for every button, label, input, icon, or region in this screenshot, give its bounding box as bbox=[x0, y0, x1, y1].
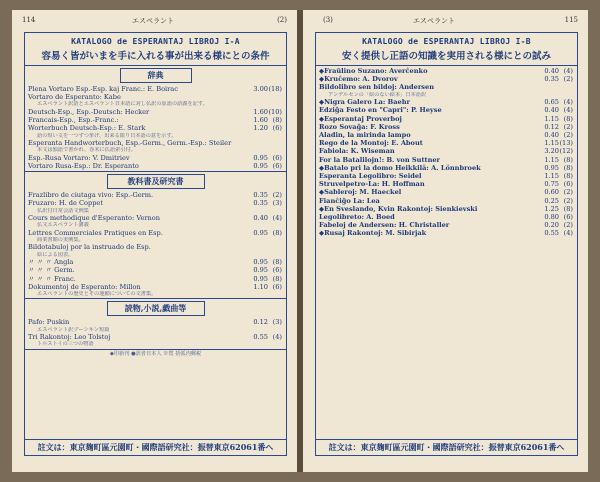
entry-postage: (6) bbox=[272, 266, 282, 275]
catalog-entry bbox=[316, 115, 577, 123]
entry-title: Fianĉiĝo La: Lea bbox=[319, 196, 380, 205]
entry-postage: (2) bbox=[272, 191, 282, 200]
divider bbox=[25, 298, 286, 299]
entry-price: 0.65 bbox=[544, 98, 559, 107]
entry-title: ◆Sableroj: M. Haeckel bbox=[319, 188, 402, 197]
entry-postage: (4) bbox=[272, 214, 282, 223]
order-line: 註文は：東京麹町區元園町・國際語研究社：振替東京62061番へ bbox=[316, 439, 577, 455]
entry-postage: (2) bbox=[563, 130, 573, 139]
entry-price: 0.35 bbox=[253, 191, 268, 200]
entry-note: エスペラントの歴史とその運動についての文書集。 bbox=[37, 290, 157, 297]
running-title: エスペラント bbox=[132, 17, 174, 25]
entry-title: Plena Vortaro Esp.-Esp. kaj Franc.: E. Boirac bbox=[28, 85, 178, 93]
order-line: 註文は：東京麹町區元園町・國際語研究社：振替東京62061番へ bbox=[25, 439, 286, 455]
entry-postage: (8) bbox=[272, 228, 282, 237]
entry-note: エスペラント訳プーシキン短篇 bbox=[37, 326, 110, 333]
catalog-title: KATALOGO de ESPERANTAJ LIBROJ I-A bbox=[71, 37, 240, 46]
section-header: 辞典 bbox=[120, 68, 192, 83]
entry-title: ◆Batalo pri la domo Heikkilä: A. Lönnbroek bbox=[319, 163, 481, 172]
entry-title: Worterbuch Deutsch-Esp.: E. Stark bbox=[28, 124, 146, 133]
catalog-entry bbox=[25, 108, 286, 116]
catalog-entry bbox=[25, 85, 286, 93]
entry-postage: (8) bbox=[272, 258, 282, 267]
entry-postage: (3) bbox=[272, 199, 282, 208]
entry-title: Legolibreto: A. Boed bbox=[319, 212, 395, 221]
catalog-subtitle: 容易く皆がいまを手に入れる事が出来る様にとの条件 bbox=[41, 51, 270, 62]
catalog-entry bbox=[316, 75, 577, 83]
entry-note: アンデルセンの「絵のない絵本」日本語訳 bbox=[328, 91, 427, 98]
entry-title: Edziĝa Festo en "Capri": P. Heyse bbox=[319, 106, 442, 115]
catalog-entry bbox=[25, 124, 286, 132]
entry-postage: (8) bbox=[563, 204, 573, 213]
entry-price: 0.95 bbox=[253, 228, 268, 237]
entry-postage: (6) bbox=[272, 124, 282, 133]
entry-price: 1.15 bbox=[544, 139, 559, 148]
entry-postage: (2) bbox=[563, 75, 573, 84]
entry-price: 0.35 bbox=[253, 199, 268, 208]
entry-price: 1.60 bbox=[253, 116, 268, 125]
catalog-entry bbox=[316, 139, 577, 147]
entry-note: 商業書簡の実例集。 bbox=[37, 236, 84, 243]
entry-title: Pafo: Puskin bbox=[28, 318, 70, 327]
entry-postage: (12) bbox=[559, 147, 573, 156]
catalog-title: KATALOGO de ESPERANTAJ LIBROJ I-B bbox=[362, 37, 531, 46]
entry-title: Vortaro de Esperanto: Kabe bbox=[28, 93, 121, 102]
entry-postage: (6) bbox=[272, 153, 282, 162]
entry-price: 0.40 bbox=[544, 130, 559, 139]
entry-postage: (18) bbox=[268, 85, 282, 93]
catalog-entry bbox=[25, 191, 286, 199]
entry-postage: (4) bbox=[272, 333, 282, 342]
running-title: エスペラント bbox=[413, 17, 455, 25]
entry-price: 0.95 bbox=[544, 163, 559, 172]
entry-title: Esperanta Handworterbuch, Esp.-Germ., Germ.-Esp.: Steiler bbox=[28, 139, 232, 148]
catalog-entry bbox=[316, 213, 577, 221]
entry-postage: (13) bbox=[559, 139, 573, 148]
catalog-entry bbox=[25, 243, 286, 251]
entry-title: ◆Nigra Galero La: Baehr bbox=[319, 98, 410, 107]
catalog-entry bbox=[316, 67, 577, 75]
entry-title: Fabeloj de Andersen: H. Christaller bbox=[319, 221, 450, 230]
catalog-entry bbox=[316, 164, 577, 172]
page-number: 114 bbox=[22, 16, 36, 24]
entry-postage: (2) bbox=[563, 196, 573, 205]
entry-title: Struvelpetro-La: H. Hoffman bbox=[319, 180, 425, 189]
entry-note: 本文は独語で書かれ、巻末に仏語索引付。 bbox=[37, 147, 136, 154]
entry-price: 0.95 bbox=[253, 258, 268, 267]
entry-title: ◆Fraŭlino Suzano: Averĉenko bbox=[319, 67, 428, 75]
entry-price: 1.15 bbox=[544, 171, 559, 180]
entry-title: ◆Esperantaj Proverboj bbox=[319, 114, 402, 123]
entry-title: 〃 〃 〃 Franc. bbox=[28, 274, 76, 283]
catalog-entry bbox=[25, 116, 286, 124]
entry-price: 3.00 bbox=[253, 85, 268, 93]
entry-title: Fabiola: K. Wiseman bbox=[319, 147, 395, 156]
running-header bbox=[313, 16, 578, 28]
entry-title: Frazlibro de ciutaga vivo: Esp.-Germ. bbox=[28, 191, 154, 200]
left-page bbox=[12, 10, 297, 472]
catalog-entry bbox=[25, 229, 286, 237]
entry-price: 0.55 bbox=[253, 333, 268, 342]
entry-price: 0.35 bbox=[544, 75, 559, 84]
catalog-entry bbox=[25, 154, 286, 162]
entry-title: Rego de la Montoj: E. About bbox=[319, 139, 423, 148]
entry-title: 〃 〃 〃 Angla bbox=[28, 258, 74, 267]
catalog-entry bbox=[25, 275, 286, 283]
entry-title: Dokumentoj de Esperanto: Millon bbox=[28, 282, 141, 291]
entry-price: 0.80 bbox=[544, 212, 559, 221]
entry-price: 1.60 bbox=[253, 107, 268, 116]
divider bbox=[25, 65, 286, 66]
divider bbox=[25, 349, 286, 350]
entry-title: ◆Kruĉemo: A. Dvorov bbox=[319, 75, 398, 84]
catalog-entry bbox=[25, 199, 286, 207]
catalog-entry bbox=[25, 93, 286, 101]
entry-title: Esperanta Legolibro: Seidel bbox=[319, 171, 422, 180]
entry-postage: (8) bbox=[563, 171, 573, 180]
entry-note: 仏文エスペラント講義 bbox=[37, 222, 89, 229]
section-header: 教科書及研究書 bbox=[107, 174, 205, 189]
entry-price: 0.60 bbox=[544, 188, 559, 197]
entry-price: 0.95 bbox=[253, 161, 268, 170]
entry-title: Fruzaro: H. de Coppet bbox=[28, 199, 103, 208]
entry-title: Bildotabuloj por la instruado de Esp. bbox=[28, 243, 151, 252]
entry-price: 0.95 bbox=[253, 274, 268, 283]
catalog-entry bbox=[316, 147, 577, 155]
entry-postage: (2) bbox=[563, 221, 573, 230]
catalog-entry bbox=[316, 205, 577, 213]
catalog-entry bbox=[25, 283, 286, 291]
legend: ◆印新刊 ●訳者日本人 ※賞 括弧内郵税 bbox=[109, 350, 202, 357]
entry-price: 0.55 bbox=[544, 229, 559, 238]
entry-price: 3.20 bbox=[544, 147, 559, 156]
catalog-entry bbox=[25, 318, 286, 326]
catalog-entry bbox=[316, 83, 577, 91]
entry-postage: (6) bbox=[272, 282, 282, 291]
catalog-entry bbox=[316, 172, 577, 180]
entry-title: Deutsch-Esp., Esp.-Deutsch: Hecker bbox=[28, 107, 150, 116]
issue-number: (3) bbox=[323, 16, 333, 24]
page-number: 115 bbox=[564, 16, 578, 24]
entry-title: Esp.-Rusa Vortaro: V. Dmitriev bbox=[28, 153, 130, 162]
catalog-entry bbox=[316, 180, 577, 188]
entry-title: Francais-Esp., Esp.-Franc.: bbox=[28, 116, 119, 125]
left-sections bbox=[25, 68, 286, 350]
entry-price: 1.25 bbox=[544, 204, 559, 213]
catalog-entry bbox=[25, 333, 286, 341]
right-entries bbox=[316, 67, 577, 238]
entry-note: トルストイの三つの物語 bbox=[37, 341, 94, 348]
entry-price: 0.12 bbox=[544, 122, 559, 131]
entry-postage: (2) bbox=[563, 122, 573, 131]
catalog-entry bbox=[316, 229, 577, 237]
entry-price: 0.20 bbox=[544, 221, 559, 230]
catalog-entry bbox=[25, 214, 286, 222]
divider bbox=[25, 171, 286, 172]
catalog-entry bbox=[25, 162, 286, 170]
entry-price: 1.15 bbox=[544, 114, 559, 123]
entry-price: 0.95 bbox=[253, 153, 268, 162]
catalog-entry bbox=[316, 106, 577, 114]
entry-title: 〃 〃 〃 Germ. bbox=[28, 266, 75, 275]
entry-price: 0.95 bbox=[253, 266, 268, 275]
entry-title: Lettres Commerciales Pratiques en Esp. bbox=[28, 228, 163, 237]
entry-postage: (10) bbox=[268, 107, 282, 116]
entry-title: Aladin, la mirinda lampo bbox=[319, 130, 411, 139]
catalog-entry bbox=[316, 123, 577, 131]
section-header: 読物,小説,戯曲等 bbox=[107, 301, 205, 316]
entry-postage: (4) bbox=[563, 106, 573, 115]
catalog-entry bbox=[316, 156, 577, 164]
entry-price: 1.10 bbox=[253, 282, 268, 291]
entry-postage: (6) bbox=[272, 161, 282, 170]
divider bbox=[316, 65, 577, 66]
entry-postage: (8) bbox=[563, 155, 573, 164]
entry-price: 0.12 bbox=[253, 318, 268, 327]
catalog-entry bbox=[316, 131, 577, 139]
entry-postage: (8) bbox=[272, 116, 282, 125]
entry-postage: (8) bbox=[272, 274, 282, 283]
issue-number: (2) bbox=[277, 16, 287, 24]
entry-note: 仏訳付日常会話文例集 bbox=[37, 207, 89, 214]
entry-postage: (2) bbox=[563, 188, 573, 197]
entry-note: エスペラント訳語とエスペラント日本語に対し仏訳の原語の語義を記す。 bbox=[37, 101, 208, 108]
entry-postage: (6) bbox=[563, 180, 573, 189]
catalog-entry bbox=[25, 266, 286, 274]
entry-title: ◆Rusaj Rakontoj: M. Sibirjak bbox=[319, 229, 427, 238]
catalog-entry bbox=[25, 258, 286, 266]
running-header bbox=[22, 16, 287, 28]
entry-title: ◆En Sveslando, Kvin Rakontoj: Sienkievski bbox=[319, 204, 478, 213]
entry-price: 1.20 bbox=[253, 124, 268, 133]
entry-price: 0.40 bbox=[544, 106, 559, 115]
right-page bbox=[303, 10, 588, 472]
entry-postage: (8) bbox=[563, 114, 573, 123]
catalog-entry bbox=[25, 139, 286, 147]
entry-title: Rozo Sovaĝa: F. Kross bbox=[319, 122, 400, 131]
catalog-box bbox=[24, 32, 287, 456]
entry-title: Bildolibro sen bildoj: Andersen bbox=[319, 83, 435, 92]
entry-title: Tri Rakontoj: Leo Tolstoj bbox=[28, 333, 111, 342]
entry-postage: (6) bbox=[563, 212, 573, 221]
entry-price: 1.15 bbox=[544, 155, 559, 164]
entry-note: 語の短い文を一つずつ挙げ、出来る限り日本語の意を示す。 bbox=[37, 132, 177, 139]
entry-title: Vortaro Rusa-Esp.: Dr. Esperanto bbox=[28, 161, 139, 170]
catalog-subtitle: 安く提供し正語の知識を実用される様にとの試み bbox=[341, 51, 551, 62]
entry-postage: (3) bbox=[272, 318, 282, 327]
entry-postage: (4) bbox=[563, 98, 573, 107]
entry-postage: (8) bbox=[563, 163, 573, 172]
entry-title: Cours methodique d'Esperanto: Vernon bbox=[28, 214, 161, 223]
entry-title: For la Batalilojn!: B. von Suttner bbox=[319, 155, 441, 164]
entry-postage: (4) bbox=[563, 229, 573, 238]
entry-price: 0.40 bbox=[253, 214, 268, 223]
catalog-box bbox=[315, 32, 578, 456]
catalog-entry bbox=[316, 98, 577, 106]
entry-price: 0.25 bbox=[544, 196, 559, 205]
entry-postage: (4) bbox=[563, 67, 573, 75]
entry-price: 0.75 bbox=[544, 180, 559, 189]
catalog-entry bbox=[316, 221, 577, 229]
catalog-entry bbox=[316, 197, 577, 205]
entry-price: 0.40 bbox=[544, 67, 559, 75]
entry-note: 絵による図表。 bbox=[37, 251, 74, 258]
catalog-entry bbox=[316, 188, 577, 196]
